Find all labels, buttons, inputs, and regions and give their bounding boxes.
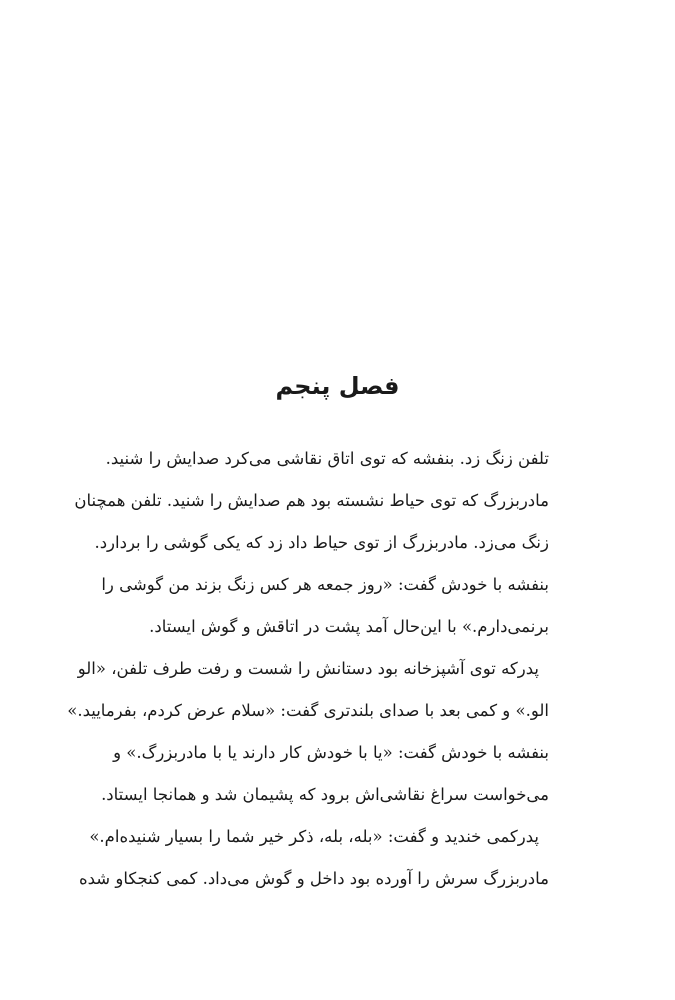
text-line: بنفشه با خودش گفت: «روز جمعه هر کس زنگ بزند من گوشی را	[101, 575, 549, 594]
text-line: مادربزرگ که توی حیاط نشسته بود هم صدایش را شنید. تلفن همچنان	[74, 491, 549, 510]
text-line: زنگ می‌زد. مادربزرگ از توی حیاط داد زد که یکی گوشی را بردارد.	[94, 533, 549, 552]
text-line: تلفن زنگ زد. بنفشه که توی اتاق نقاشی می‌کرد صدایش را شنید.	[105, 449, 549, 468]
text-line: می‌خواست سراغ نقاشی‌اش برود که پشیمان شد و همانجا ایستاد.	[101, 785, 549, 804]
text-line: برنمی‌دارم.» با این‌حال آمد پشت در اتاقش و گوش ایستاد.	[149, 617, 549, 636]
text-line: بنفشه با خودش گفت: «یا با خودش کار دارند یا با مادربزرگ.» و	[113, 743, 549, 762]
body-text	[67, 438, 549, 900]
text-line: مادربزرگ سرش را آورده بود داخل و گوش می‌داد. کمی کنجکاو شده	[78, 869, 549, 888]
text-line: پدرکه توی آشپزخانه بود دستانش را شست و رفت طرف تلفن، «الو	[77, 659, 539, 678]
text-line: پدرکمی خندید و گفت: «بله، بله، ذکر خیر شما را بسیار شنیده‌ام.»	[89, 827, 539, 846]
chapter-title: فصل پنجم	[275, 372, 400, 400]
text-line: الو.» و کمی بعد با صدای بلندتری گفت: «سلام عرض کردم، بفرمایید.»	[67, 701, 549, 720]
